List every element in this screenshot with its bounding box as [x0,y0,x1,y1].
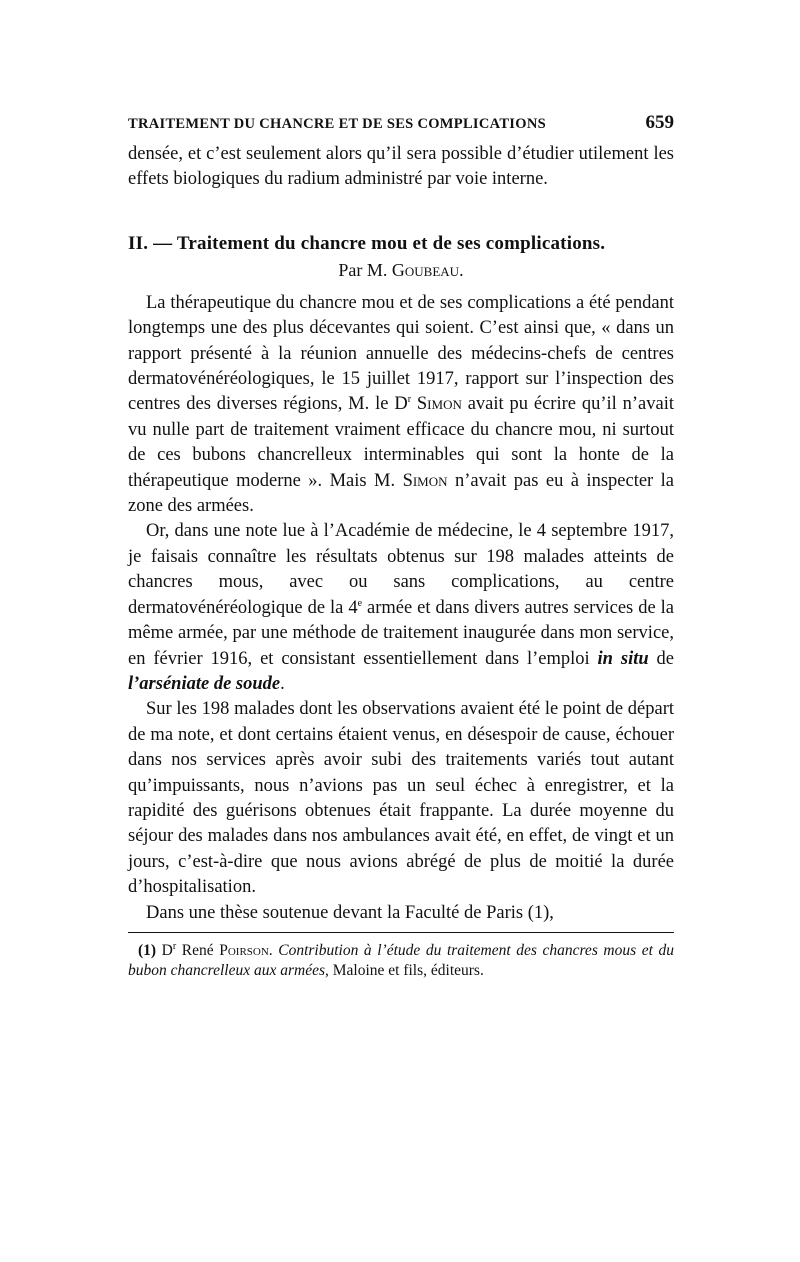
paragraph-text: n’avait pas eu à inspecter la zone des armées. [128,470,674,517]
body-text [128,142,674,926]
footnote-author-last: Poirson. [219,941,273,959]
paragraph-text: La thérapeutique du chancre mou et de ses complications a été pendant longtemps une des plus décevantes qui soient. C’est ainsi que, « dans un rapport présenté à la réunion annuelle des médecins-chefs de centres dermatovénéréologiques, le 15 juillet 1917, rapport sur l’inspection des centres des diverses régions, M. le D [128,292,674,415]
footnote-title-prefix: D [161,941,173,959]
italic-term: in situ [597,648,649,669]
running-header [128,112,674,142]
section-heading: II. — Traitement du chancre mou et de ses complications. [128,232,606,254]
page-number: 659 [645,112,674,133]
footnote-author-first: René [181,941,214,959]
paragraph-text: armée et dans divers autres services de la même armée, par une méthode de traitement inaugurée dans mon service, en février 1916, et consistant essentiellement dans l’emploi [128,597,674,669]
byline-author: Goubeau. [391,259,464,280]
running-title: TRAITEMENT DU CHANCRE ET DE SES COMPLICATIONS [128,116,546,132]
superscript: e [357,597,363,609]
paragraph-text: Or, dans une note lue à l’Académie de médecine, le 4 septembre 1917, je faisais connaître les résultats obtenus sur 198 malades atteints de chancres mous, avec ou sans complications, au centre dermatovénéréologique de la 4 [128,521,674,618]
superscript: r [407,394,412,406]
paragraph-text: de [648,648,674,669]
footnote-publisher: Maloine et fils, éditeurs. [332,962,484,980]
paragraph-text: avait pu écrire qu’il n’avait vu nulle part de traitement vraiment efficace du chancre mou, ni surtout de ces bubons chancrelleux interminables qui sont la honte de la thérapeutique moderne ». Mais M. [128,394,674,491]
paragraph-academie [128,519,674,697]
paragraph-malades: Sur les 198 malades dont les observations avaient été le point de départ de ma note, et dont certains étaient venus, en désespoir de cause, échouer dans nos services après avoir subi des traitements variés tout autant qu’impuissants, nous n’avions pas un seul échec à enregistrer, et la rapidité des guérisons obtenues était frappante. La durée moyenne du séjour des malades dans nos ambulances avait été, en effet, de vingt et un jours, c’est-à-dire que nous avions abrégé de plus de moitié la durée d’hospitalisation. [128,699,674,898]
book-page [128,112,674,982]
paragraph-therapeutique [128,291,674,520]
paragraph-these: Dans une thèse soutenue devant la Faculté de Paris (1), [146,902,554,923]
italic-term: l’arséniate de soude [128,673,281,694]
person-name: Simon [402,470,448,491]
byline-prefix: Par M. [338,259,388,280]
superscript: r [172,940,177,952]
paragraph-text: . [280,673,285,694]
paragraph-continued: densée, et c’est seulement alors qu’il sera possible d’étudier utilement les effets biologiques du radium administré par voie interne. [128,144,674,190]
footnote [128,941,674,982]
footnote-work-title: Contribution à l’étude du traitement des chancres mous et du bubon chancrelleux aux armées, [128,941,674,980]
person-name: Simon [416,394,462,415]
footnote-marker: (1) [138,941,157,959]
section-byline [128,257,674,283]
footnote-rule [128,932,674,933]
